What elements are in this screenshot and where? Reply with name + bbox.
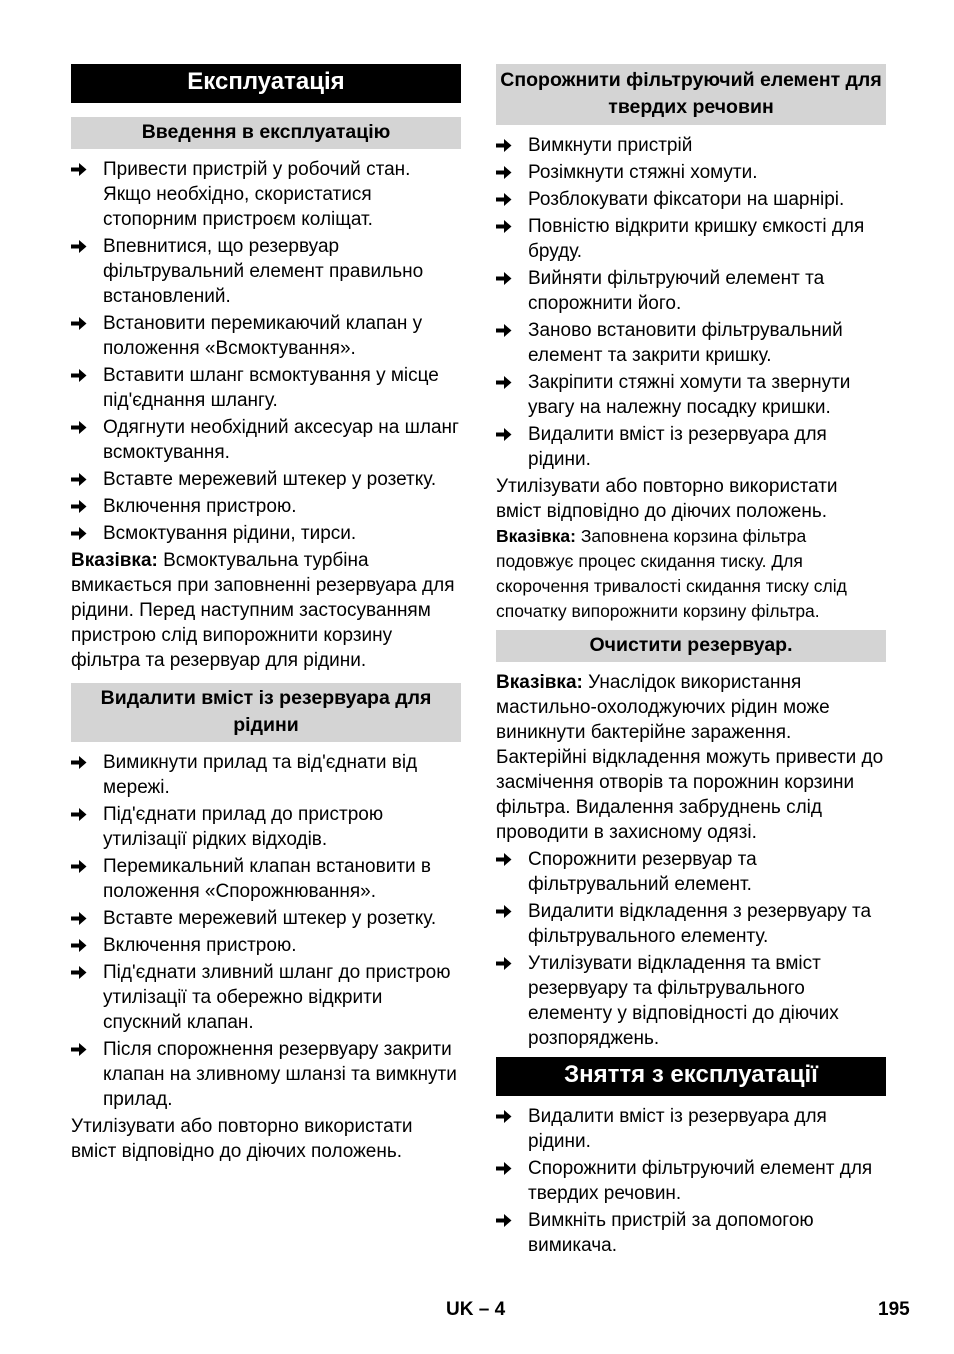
arrow-right-icon (71, 234, 103, 309)
section-heading-shutdown: Зняття з експлуатації (496, 1057, 886, 1096)
note-label: Вказівка: (496, 672, 583, 693)
drain-liquid-steps (71, 750, 461, 1112)
step-item (496, 214, 886, 264)
left-column (71, 64, 461, 1164)
empty-filter-closing: Утилізувати або повторно використати вміст відповідно до діючих положень. (496, 476, 838, 522)
step-text: Утилізувати відкладення та вміст резервуару та фільтрувального елементу у відповідності до діючих розпоряджень. (528, 953, 839, 1049)
step-item (71, 311, 461, 361)
start-up-steps (71, 157, 461, 546)
arrow-right-icon (496, 266, 528, 316)
arrow-right-icon (496, 160, 528, 185)
step-item (71, 933, 461, 958)
step-text: Видалити вміст із резервуара для рідини. (528, 1106, 827, 1152)
step-item (496, 899, 886, 949)
arrow-right-icon (496, 422, 528, 472)
subheading-clean-tank: Очистити резервуар. (496, 630, 886, 662)
step-item (71, 157, 461, 232)
step-item (71, 494, 461, 519)
note-text: Заповнена корзина фільтра подовжує процес скидання тиску. Для скорочення тривалості скидання тиску слід спочатку випорожнити корзину фільтра. (496, 526, 847, 621)
arrow-right-icon (496, 847, 528, 897)
step-text: Вставте мережевий штекер у розетку. (103, 469, 437, 490)
note-text: Унаслідок використання мастильно-охолоджуючих рідин може виникнути бактерійне зараження. Бактерійні відкладення можуть привести до засмічення отворів та порожнин корзини фільтра. Видалення забруднень слід проводити в захисному одязі. (496, 672, 884, 843)
step-item (71, 906, 461, 931)
step-text: Спорожнити фільтруючий елемент для твердих речовин. (528, 1158, 873, 1204)
step-text: Включення пристрою. (103, 935, 297, 956)
step-item (496, 370, 886, 420)
arrow-right-icon (71, 960, 103, 1035)
step-item (496, 1156, 886, 1206)
step-item (496, 187, 886, 212)
step-text: Включення пристрою. (103, 496, 297, 517)
step-item (71, 234, 461, 309)
drain-liquid-closing: Утилізувати або повторно використати вміст відповідно до діючих положень. (71, 1116, 413, 1162)
footer-page-number: 195 (878, 1299, 910, 1320)
arrow-right-icon (496, 899, 528, 949)
step-text: Після спорожнення резервуару закрити клапан на зливному шланзі та вимкнути прилад. (103, 1039, 457, 1110)
arrow-right-icon (71, 750, 103, 800)
empty-filter-steps (496, 133, 886, 472)
step-text: Під'єднати прилад до пристрою утилізації рідких відходів. (103, 804, 384, 850)
arrow-right-icon (496, 1208, 528, 1258)
step-text: Спорожнити резервуар та фільтрувальний елемент. (528, 849, 757, 895)
section-heading-operation: Експлуатація (71, 64, 461, 103)
arrow-right-icon (496, 951, 528, 1051)
note-label: Вказівка: (71, 550, 158, 571)
step-text: Вимикнути прилад та від'єднати від мережі. (103, 752, 418, 798)
subheading-drain-liquid-tank: Видалити вміст із резервуара для рідини (71, 683, 461, 742)
step-text: Всмоктування рідини, тирси. (103, 523, 357, 544)
arrow-right-icon (496, 214, 528, 264)
step-text: Встановити перемикаючий клапан у положення «Всмоктування». (103, 313, 423, 359)
step-text: Привести пристрій у робочий стан. Якщо необхідно, скористатися стопорним пристроєм коліщат. (103, 159, 411, 230)
step-text: Видалити вміст із резервуара для рідини. (528, 424, 827, 470)
arrow-right-icon (496, 370, 528, 420)
step-item (496, 847, 886, 897)
arrow-right-icon (71, 933, 103, 958)
step-text: Впевнитися, що резервуар фільтрувальний елемент правильно встановлений. (103, 236, 424, 307)
footer-section-label: UK – 4 (446, 1299, 506, 1320)
step-item (496, 318, 886, 368)
step-text: Розімкнути стяжні хомути. (528, 162, 758, 183)
step-item (71, 750, 461, 800)
arrow-right-icon (71, 854, 103, 904)
arrow-right-icon (71, 906, 103, 931)
step-text: Розблокувати фіксатори на шарнірі. (528, 189, 845, 210)
step-text: Заново встановити фільтрувальний елемент та закрити кришку. (528, 320, 843, 366)
start-up-note (71, 548, 461, 673)
step-item (71, 960, 461, 1035)
step-text: Закріпити стяжні хомути та звернути увагу на належну посадку кришки. (528, 372, 851, 418)
step-item (496, 951, 886, 1051)
empty-filter-note (496, 524, 886, 624)
note-text: Всмоктувальна турбіна вмикається при заповненні резервуара для рідини. Перед наступним застосуванням пристрою слід випорожнити корзину фільтра та резервуар для рідини. (71, 550, 455, 671)
step-item (71, 363, 461, 413)
arrow-right-icon (496, 1156, 528, 1206)
step-item (71, 415, 461, 465)
step-item (71, 802, 461, 852)
step-text: Під'єднати зливний шланг до пристрою утилізації та обережно відкрити спускний клапан. (103, 962, 451, 1033)
arrow-right-icon (71, 521, 103, 546)
arrow-right-icon (496, 1104, 528, 1154)
step-item (496, 1208, 886, 1258)
step-item (496, 133, 886, 158)
step-item (496, 1104, 886, 1154)
arrow-right-icon (71, 157, 103, 232)
arrow-right-icon (71, 311, 103, 361)
note-label: Вказівка: (496, 526, 576, 546)
step-text: Вимкніть пристрій за допомогою вимикача. (528, 1210, 814, 1256)
clean-tank-steps (496, 847, 886, 1051)
step-item (496, 266, 886, 316)
step-item (496, 160, 886, 185)
arrow-right-icon (496, 187, 528, 212)
step-text: Одягнути необхідний аксесуар на шланг всмоктування. (103, 417, 459, 463)
step-item (71, 521, 461, 546)
step-item (71, 854, 461, 904)
step-text: Повністю відкрити кришку ємкості для бруду. (528, 216, 865, 262)
step-item (71, 1037, 461, 1112)
arrow-right-icon (71, 467, 103, 492)
step-text: Видалити відкладення з резервуару та фільтрувального елементу. (528, 901, 872, 947)
arrow-right-icon (496, 133, 528, 158)
arrow-right-icon (71, 802, 103, 852)
subheading-empty-filter-element: Спорожнити фільтруючий елемент для твердих речовин (496, 64, 886, 125)
subheading-start-up: Введення в експлуатацію (71, 117, 461, 149)
step-item (71, 467, 461, 492)
arrow-right-icon (71, 1037, 103, 1112)
step-text: Вставити шланг всмоктування у місце під'єднання шлангу. (103, 365, 439, 411)
shutdown-steps (496, 1104, 886, 1258)
right-column (496, 64, 886, 1260)
step-text: Перемикальний клапан встановити в положення «Спорожнювання». (103, 856, 432, 902)
step-item (496, 422, 886, 472)
arrow-right-icon (71, 415, 103, 465)
step-text: Вставте мережевий штекер у розетку. (103, 908, 437, 929)
arrow-right-icon (496, 318, 528, 368)
step-text: Вийняти фільтруючий елемент та спорожнити його. (528, 268, 825, 314)
step-text: Вимкнути пристрій (528, 135, 693, 156)
arrow-right-icon (71, 363, 103, 413)
clean-tank-note (496, 670, 886, 845)
arrow-right-icon (71, 494, 103, 519)
